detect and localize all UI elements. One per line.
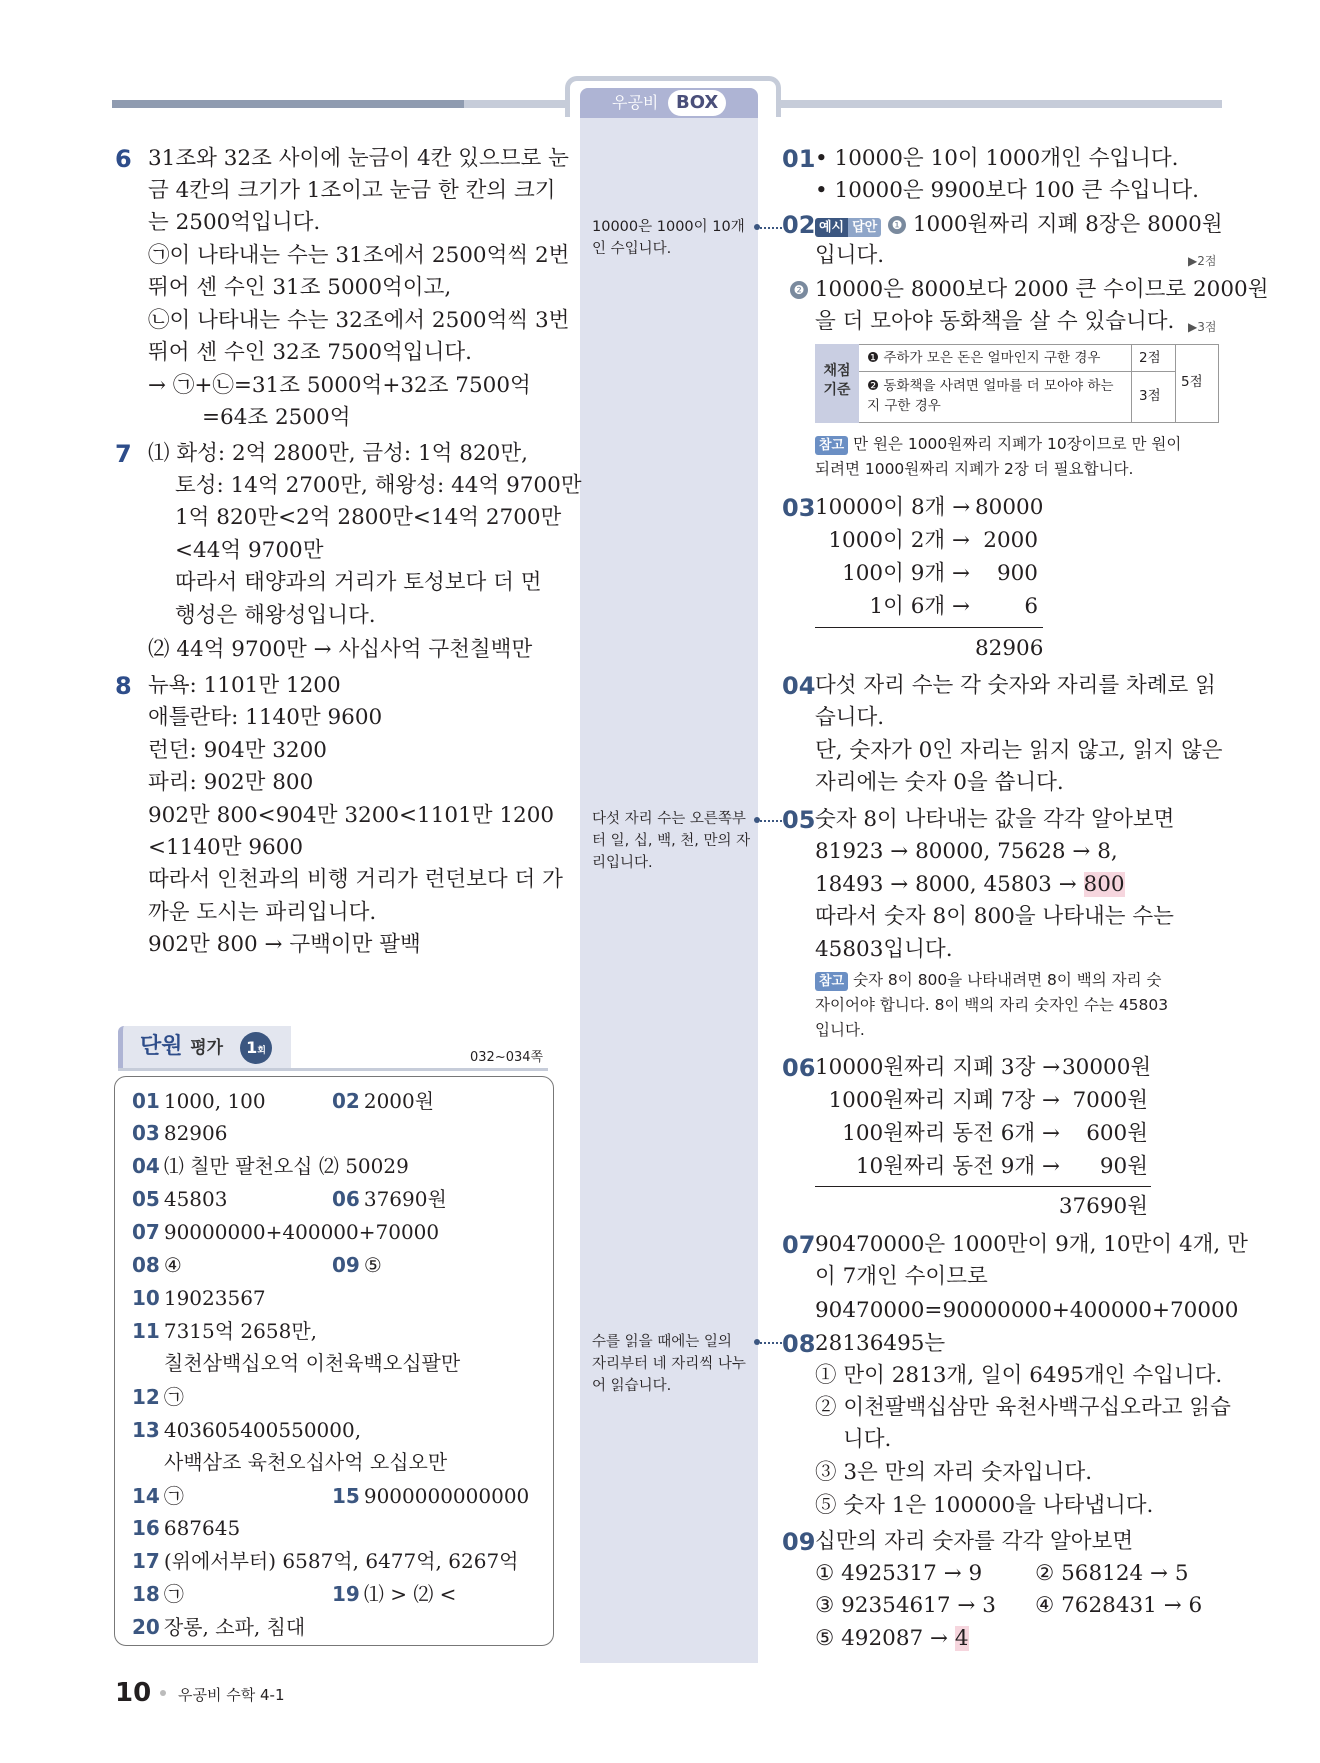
text-line: 902만 800<904만 3200<1101만 1200 (148, 803, 555, 828)
side-note-line: 10000은 1000이 10개 (592, 219, 745, 235)
answer-row (132, 1545, 519, 1577)
sum-line (815, 1186, 1151, 1187)
answer-row (132, 1480, 184, 1512)
calc-label: 100원짜리 동전 6개 → (842, 1121, 1060, 1146)
calc-label: 1000원짜리 지폐 7장 → (828, 1088, 1060, 1113)
answer-number: 04 (132, 1154, 160, 1178)
answer-row (332, 1480, 529, 1512)
answer-text: ⑤ (363, 1253, 382, 1277)
text-line: 따라서 인천과의 비행 거리가 런던보다 더 가 (148, 867, 563, 892)
text-line: 습니다. (815, 705, 885, 730)
question-number-07: 07 (782, 1231, 816, 1259)
text-part: ⑤ 492087 → (815, 1626, 955, 1651)
answer-text: 장롱, 소파, 침대 (163, 1615, 306, 1639)
text-line: 단, 숫자가 0인 자리는 읽지 않고, 읽지 않은 (815, 738, 1223, 763)
text-line: 뛰어 센 수인 32조 7500억입니다. (148, 340, 472, 365)
answer-row (132, 1512, 240, 1544)
answer-row (132, 1183, 227, 1215)
rubric-row-2b: 지 구한 경우 (867, 398, 941, 414)
page-number: 10 (115, 1678, 152, 1708)
highlighted-answer: 4 (954, 1626, 969, 1651)
answer-text: ㉠ (163, 1582, 184, 1606)
answer-number: 01 (132, 1089, 160, 1113)
calc-label: 100이 9개 → (842, 561, 970, 586)
header-bar-right (760, 100, 1222, 108)
answer-text: ㉠ (163, 1484, 184, 1508)
example-tag-b: 답안 (848, 218, 881, 237)
rubric-col-divider (1131, 344, 1132, 422)
example-tag-a: 예시 (815, 218, 848, 237)
answer-number: 13 (132, 1418, 160, 1442)
text-line: 애틀란타: 1140만 9600 (148, 705, 383, 730)
answer-number: 08 (132, 1253, 160, 1277)
answer-number: 07 (132, 1220, 160, 1244)
text-line: 금 4칸의 크기가 1조이고 눈금 한 칸의 크기 (148, 178, 556, 203)
side-note-line: 터 일, 십, 백, 천, 만의 자 (592, 833, 751, 849)
step-2-text: 10000은 8000보다 2000 큰 수이므로 2000원 (814, 277, 1269, 302)
answer-text: (위에서부터) 6587억, 6477억, 6267억 (163, 1549, 519, 1573)
question-number-8: 8 (115, 672, 132, 700)
step-2-icon: ❷ (790, 281, 808, 299)
text-line: 90470000=90000000+400000+70000 (815, 1298, 1239, 1323)
side-note-line: 다섯 자리 수는 오른쪽부 (592, 811, 746, 827)
connector-line (760, 1342, 782, 1344)
text-line: 니다. (843, 1427, 892, 1452)
reference-note-1 (815, 432, 1181, 482)
question-number-01: 01 (782, 145, 816, 173)
reference-text: 만 원은 1000원짜리 지폐가 10장이므로 만 원이 (853, 435, 1182, 453)
answer-number: 20 (132, 1615, 160, 1639)
calc-value: 900 (996, 561, 1038, 586)
answer-row (164, 1446, 447, 1478)
text-line: 토성: 14억 2700만, 해왕성: 44억 9700만 (175, 473, 582, 498)
calc-total: 37690원 (1058, 1194, 1148, 1219)
answer-row (132, 1282, 266, 1314)
answer-text: 45803 (163, 1187, 228, 1211)
text-line: 31조와 32조 사이에 눈금이 4칸 있으므로 눈 (148, 146, 569, 171)
header-bar-mid (464, 100, 574, 108)
text-line: =64조 2500억 (202, 405, 351, 430)
text-line: • 10000은 9900보다 100 큰 수입니다. (815, 178, 1199, 203)
answer-row (132, 1249, 182, 1281)
answer-text: 2000원 (363, 1089, 435, 1113)
text-line: 을 더 모아야 동화책을 살 수 있습니다. (815, 309, 1175, 334)
answer-text: ④ (163, 1253, 182, 1277)
reference-line: 입니다. (815, 1021, 865, 1039)
text-line: 자리에는 숫자 0을 씁니다. (815, 770, 1064, 795)
question-number-08: 08 (782, 1330, 816, 1358)
connector-line (760, 820, 782, 822)
question-number-06: 06 (782, 1054, 816, 1082)
text-line: 따라서 태양과의 거리가 토성보다 더 먼 (175, 570, 542, 595)
answer-text: 사백삼조 육천오십사억 오십오만 (164, 1450, 448, 1474)
text-line: 파리: 902만 800 (148, 770, 314, 795)
rubric-head-a: 채점 (823, 363, 851, 379)
text-line: 이 7개인 수이므로 (815, 1264, 988, 1289)
text-line: 뛰어 센 수인 31조 5000억이고, (148, 275, 452, 300)
text-line: 1억 820만<2억 2800만<14억 2700만 (175, 505, 562, 530)
text-line: → ㉠+㉡=31조 5000억+32조 7500억 (148, 373, 531, 398)
text-line: ③ 92354617 → 3 (815, 1593, 996, 1618)
unit-eval-title (140, 1030, 223, 1065)
answer-text: 687645 (163, 1516, 241, 1540)
text-line: ② 이천팔백십삼만 육천사백구십오라고 읽습 (815, 1395, 1231, 1420)
rubric-table (815, 344, 1220, 423)
calc-label: 10000원짜리 지폐 3장 → (815, 1055, 1061, 1080)
side-note-3 (592, 1331, 746, 1397)
text-line: ⑴ 화성: 2억 2800만, 금성: 1억 820만, (148, 441, 528, 466)
text-line: 런던: 904만 3200 (148, 738, 327, 763)
answer-row (332, 1249, 382, 1281)
calc-value: 6 (1024, 594, 1038, 619)
text-line: <44억 9700만 (175, 538, 324, 563)
rubric-row-divider (859, 371, 1175, 372)
answer-number: 17 (132, 1549, 160, 1573)
calc-label: 10000이 8개 → (815, 495, 971, 520)
answer-text: ㉠ (163, 1385, 184, 1409)
text-line: ⑵ 44억 9700만 → 사십사억 구천칠백만 (148, 637, 533, 662)
answer-row (332, 1085, 434, 1117)
question-number-7: 7 (115, 440, 132, 468)
answer-row (132, 1117, 227, 1149)
rubric-row-1: ❶ 주하가 모은 돈은 얼마인지 구한 경우 (867, 350, 1101, 366)
text-line: 십만의 자리 숫자를 각각 알아보면 (815, 1529, 1134, 1554)
calc-value: 80000 (975, 495, 1044, 520)
text-line: ① 만이 2813개, 일이 6495개인 수입니다. (815, 1363, 1223, 1388)
side-note-1 (592, 216, 745, 260)
answer-text: 1000, 100 (163, 1089, 266, 1113)
step-1-text: 1000원짜리 지폐 8장은 8000원 (912, 212, 1223, 237)
text-line (815, 1623, 969, 1655)
rubric-score-1: 2점 (1139, 350, 1161, 366)
text-line (815, 869, 1125, 901)
answer-number: 05 (132, 1187, 160, 1211)
connector-line (760, 227, 782, 229)
calc-value: 600원 (1086, 1121, 1148, 1146)
text-line: ⑤ 숫자 1은 100000을 나타냅니다. (815, 1493, 1154, 1518)
calc-total: 82906 (975, 636, 1044, 661)
calc-value: 90원 (1099, 1154, 1148, 1179)
answer-number: 09 (332, 1253, 360, 1277)
step-1-icon: ❶ (888, 216, 906, 234)
question-number-05: 05 (782, 806, 816, 834)
rubric-head-b: 기준 (823, 382, 851, 398)
rubric-score-2: 3점 (1139, 388, 1161, 404)
answer-number: 14 (132, 1484, 160, 1508)
reference-note-2 (815, 968, 1168, 1043)
rubric-row-2 (867, 376, 1114, 416)
answer-text: 19023567 (163, 1286, 266, 1310)
reference-line: 자이어야 합니다. 8이 백의 자리 숫자인 수는 45803 (815, 996, 1169, 1014)
question-number-6: 6 (115, 145, 132, 173)
rubric-head-text (815, 362, 859, 400)
rubric-row-2a: ❷ 동화책을 사려면 얼마를 더 모아야 하는 (867, 378, 1114, 394)
answer-row (164, 1347, 460, 1379)
calc-label: 1000이 2개 → (828, 528, 970, 553)
reference-line (815, 432, 1181, 457)
answer-text: 7315억 2658만, (163, 1319, 317, 1343)
calc-value: 2000 (983, 528, 1038, 553)
text-line: ㉠이 나타내는 수는 31조에서 2500억씩 2번 (148, 243, 570, 268)
unit-eval-topline (118, 1068, 548, 1071)
answer-text: ⑴ 칠만 팔천오십 ⑵ 50029 (163, 1154, 409, 1178)
answer-row (132, 1216, 439, 1248)
text-line: 81923 → 80000, 75628 → 8, (815, 839, 1118, 864)
unit-eval-title-b: 평가 (190, 1038, 224, 1058)
example-answer-tag (815, 216, 881, 237)
unit-eval-round-badge (240, 1032, 272, 1064)
answer-text: 403605400550000, (163, 1418, 362, 1442)
box-label: 우공비 (612, 93, 659, 112)
answer-number: 16 (132, 1516, 160, 1540)
text-line: 행성은 해왕성입니다. (175, 603, 376, 628)
answer-number: 18 (132, 1582, 160, 1606)
answer-row (132, 1578, 184, 1610)
unit-eval-pages: 032~034쪽 (470, 1050, 544, 1065)
answer-row (332, 1183, 447, 1215)
text-line: • 10000은 10이 1000개인 수입니다. (815, 146, 1179, 171)
answer-text: ⑴ > ⑵ < (363, 1582, 457, 1606)
text-line: 45803입니다. (815, 937, 953, 962)
score-label: ▶3점 (1188, 320, 1217, 334)
answer-text: 82906 (163, 1121, 228, 1145)
answer-row (132, 1381, 184, 1413)
text-line: ㉡이 나타내는 수는 32조에서 2500억씩 3번 (148, 308, 570, 333)
text-line (790, 274, 1268, 306)
calc-label: 1이 6개 → (869, 594, 970, 619)
text-line (888, 209, 1223, 241)
answer-row (132, 1414, 361, 1446)
side-note-line: 자리부터 네 자리씩 나누 (592, 1356, 746, 1372)
side-note-2 (592, 808, 750, 874)
answer-row (132, 1611, 305, 1643)
answer-text: 37690원 (363, 1187, 447, 1211)
answer-number: 19 (332, 1582, 360, 1606)
text-line: ① 4925317 → 9 (815, 1561, 983, 1586)
text-line: 따라서 숫자 8이 800을 나타내는 수는 (815, 904, 1174, 929)
answer-row (132, 1315, 317, 1347)
unit-eval-round-suffix: 회 (257, 1046, 266, 1056)
reference-line (815, 968, 1168, 993)
question-number-03: 03 (782, 494, 816, 522)
rubric-col-divider (1175, 344, 1176, 422)
calc-value: 30000원 (1062, 1055, 1152, 1080)
text-line: 90470000은 1000만이 9개, 10만이 4개, 만 (815, 1232, 1248, 1257)
reference-tag: 참고 (815, 972, 848, 991)
footer-book-title: 우공비 수학 4-1 (178, 1686, 285, 1704)
answer-number: 03 (132, 1121, 160, 1145)
answer-number: 02 (332, 1089, 360, 1113)
text-line: ③ 3은 만의 자리 숫자입니다. (815, 1460, 1093, 1485)
answer-number: 10 (132, 1286, 160, 1310)
text-line: 까운 도시는 파리입니다. (148, 900, 377, 925)
text-line: 는 2500억입니다. (148, 210, 321, 235)
side-note-line: 인 수입니다. (592, 241, 672, 257)
answer-number: 11 (132, 1319, 160, 1343)
answer-number: 15 (332, 1484, 360, 1508)
footer-dot (160, 1690, 166, 1696)
side-note-line: 수를 읽을 때에는 일의 (592, 1334, 732, 1350)
question-number-09: 09 (782, 1528, 816, 1556)
reference-line: 되려면 1000원짜리 지폐가 2장 더 필요합니다. (815, 460, 1134, 478)
text-line: 입니다. (815, 243, 885, 268)
question-number-02: 02 (782, 211, 816, 239)
middle-band (580, 118, 758, 1663)
answer-row (332, 1578, 456, 1610)
text-line: ② 568124 → 5 (1035, 1561, 1189, 1586)
rubric-total: 5점 (1181, 374, 1203, 390)
answer-text: 9000000000000 (363, 1484, 530, 1508)
side-note-line: 리입니다. (592, 855, 653, 871)
answer-number: 06 (332, 1187, 360, 1211)
text-line: 숫자 8이 나타내는 값을 각각 알아보면 (815, 807, 1175, 832)
answer-text: 90000000+400000+70000 (163, 1220, 440, 1244)
header-bar-left (112, 100, 464, 108)
reference-text: 숫자 8이 800을 나타내려면 8이 백의 자리 숫 (853, 971, 1162, 989)
answer-row (132, 1085, 266, 1117)
text-line: 28136495는 (815, 1331, 946, 1356)
calc-label: 10원짜리 동전 9개 → (855, 1154, 1060, 1179)
side-note-line: 어 읽습니다. (592, 1378, 672, 1394)
text-line: 다섯 자리 수는 각 숫자와 자리를 차례로 읽 (815, 673, 1216, 698)
box-tag: BOX (668, 90, 726, 116)
text-line: ④ 7628431 → 6 (1035, 1593, 1203, 1618)
answer-number: 12 (132, 1385, 160, 1409)
text-part: 18493 → 8000, 45803 → (815, 872, 1084, 897)
sum-line (815, 627, 1043, 628)
text-line: <1140만 9600 (148, 835, 304, 860)
question-number-04: 04 (782, 672, 816, 700)
unit-eval-round: 1 (246, 1038, 258, 1057)
answer-text: 칠천삼백십오억 이천육백오십팔만 (164, 1351, 461, 1375)
calc-value: 7000원 (1072, 1088, 1148, 1113)
highlighted-answer: 800 (1083, 872, 1125, 897)
score-label: ▶2점 (1188, 254, 1217, 268)
text-line: 902만 800 → 구백이만 팔백 (148, 932, 421, 957)
reference-tag: 참고 (815, 436, 848, 455)
text-line: 뉴욕: 1101만 1200 (148, 673, 341, 698)
answer-row (132, 1150, 409, 1182)
unit-eval-title-a: 단원 (140, 1034, 183, 1059)
